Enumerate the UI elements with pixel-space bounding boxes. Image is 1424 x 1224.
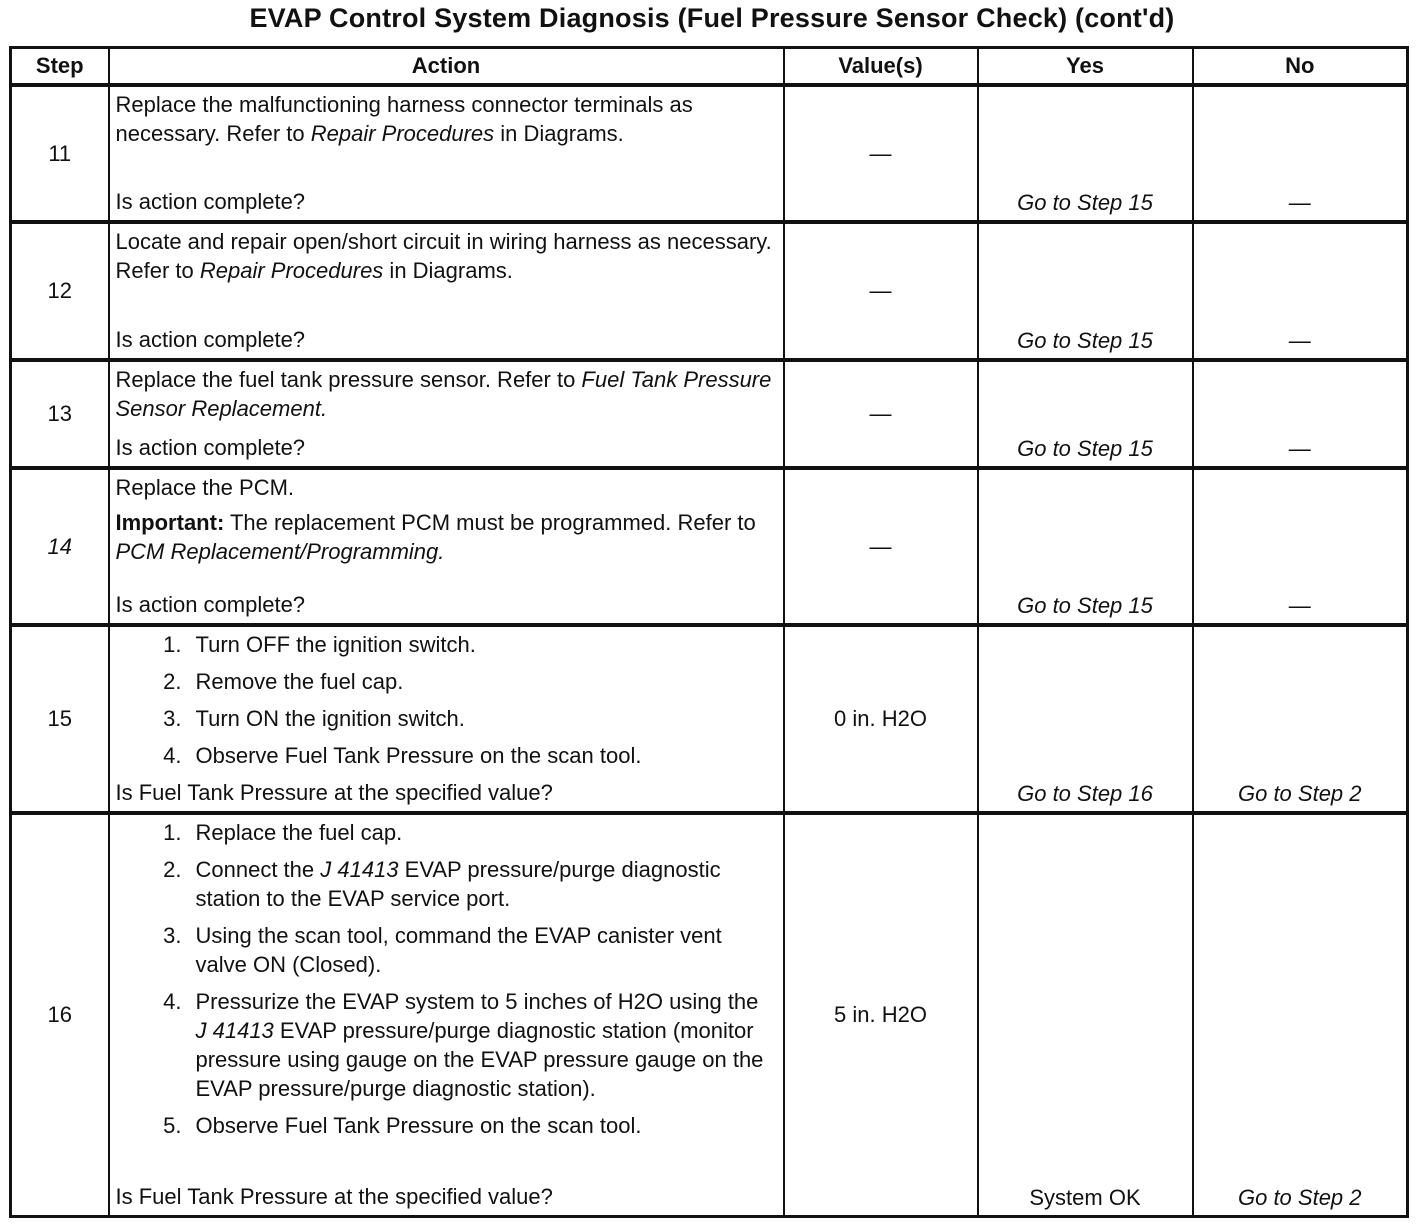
action-text: Replace the fuel tank pressure sensor. Refer to Fuel Tank Pressure Sensor Replacement.	[115, 366, 772, 421]
diagnosis-table	[9, 46, 1409, 1218]
table-row	[11, 222, 1408, 359]
yes-cell: Go to Step 16	[978, 625, 1193, 812]
action-cell	[109, 222, 784, 359]
header-no: No	[1193, 48, 1408, 86]
step-number: 15	[11, 625, 109, 812]
yes-cell: System OK	[978, 813, 1193, 1217]
list-item: 4. Observe Fuel Tank Pressure on the scan tool.	[163, 743, 642, 769]
value-cell: —	[784, 360, 978, 468]
value-cell: —	[784, 468, 978, 625]
list-item: 4. Pressurize the EVAP system to 5 inches of H2O using the J 41413 EVAP pressure/purge diagnostic station (monitor pressure using gauge on the EVAP pressure gauge on the EVAP pressure/purge diagnostic station).	[163, 988, 764, 1101]
list-item: 3. Turn ON the ignition switch.	[163, 706, 465, 732]
value-cell: —	[784, 85, 978, 222]
header-row	[11, 48, 1408, 86]
yes-cell: Go to Step 15	[978, 222, 1193, 359]
action-text: Replace the PCM.	[115, 474, 295, 500]
action-cell	[109, 85, 784, 222]
procedure-list	[116, 818, 775, 1140]
table-row	[11, 625, 1408, 812]
step-number: 13	[11, 360, 109, 468]
list-item: 1. Replace the fuel cap.	[163, 819, 403, 845]
procedure-list	[116, 630, 775, 770]
action-question: Is action complete?	[115, 326, 306, 352]
no-cell: —	[1193, 222, 1408, 359]
yes-cell: Go to Step 15	[978, 468, 1193, 625]
no-cell: —	[1193, 468, 1408, 625]
header-step: Step	[11, 48, 109, 86]
list-item: 2. Connect the J 41413 EVAP pressure/purge diagnostic station to the EVAP service port.	[163, 856, 721, 911]
header-action: Action	[109, 48, 784, 86]
action-cell	[109, 625, 784, 812]
list-item: 3. Using the scan tool, command the EVAP canister vent valve ON (Closed).	[163, 922, 722, 977]
step-number: 12	[11, 222, 109, 359]
value-cell: —	[784, 222, 978, 359]
value-cell: 5 in. H2O	[784, 813, 978, 1217]
table-row	[11, 360, 1408, 468]
yes-cell: Go to Step 15	[978, 360, 1193, 468]
action-cell	[109, 813, 784, 1217]
action-question: Is action complete?	[115, 189, 306, 215]
yes-cell: Go to Step 15	[978, 85, 1193, 222]
step-number: 11	[11, 85, 109, 222]
list-item: 2. Remove the fuel cap.	[163, 669, 404, 695]
no-cell: Go to Step 2	[1193, 625, 1408, 812]
action-question: Is action complete?	[115, 592, 306, 618]
step-number: 16	[11, 813, 109, 1217]
table-row	[11, 468, 1408, 625]
action-text: Replace the malfunctioning harness connector terminals as necessary. Refer to Repair Procedures in Diagrams.	[115, 92, 693, 146]
value-cell: 0 in. H2O	[784, 625, 978, 812]
action-question: Is Fuel Tank Pressure at the specified value?	[115, 1184, 553, 1209]
action-question: Is action complete?	[115, 434, 306, 460]
important-note: Important: The replacement PCM must be programmed. Refer to PCM Replacement/Programming.	[115, 509, 756, 564]
step-number: 14	[11, 468, 109, 625]
table-row	[11, 85, 1408, 222]
no-cell: —	[1193, 360, 1408, 468]
header-yes: Yes	[978, 48, 1193, 86]
page-title: EVAP Control System Diagnosis (Fuel Pressure Sensor Check) (cont'd)	[249, 3, 1175, 33]
list-item: 1. Turn OFF the ignition switch.	[163, 632, 476, 658]
list-item: 5. Observe Fuel Tank Pressure on the scan tool.	[163, 1112, 642, 1138]
action-text: Locate and repair open/short circuit in wiring harness as necessary. Refer to Repair Procedures in Diagrams.	[115, 229, 772, 284]
action-question: Is Fuel Tank Pressure at the specified value?	[115, 779, 553, 805]
no-cell: Go to Step 2	[1193, 813, 1408, 1217]
header-values: Value(s)	[784, 48, 978, 86]
action-cell	[109, 468, 784, 625]
action-cell	[109, 360, 784, 468]
table-row	[11, 813, 1408, 1217]
no-cell: —	[1193, 85, 1408, 222]
